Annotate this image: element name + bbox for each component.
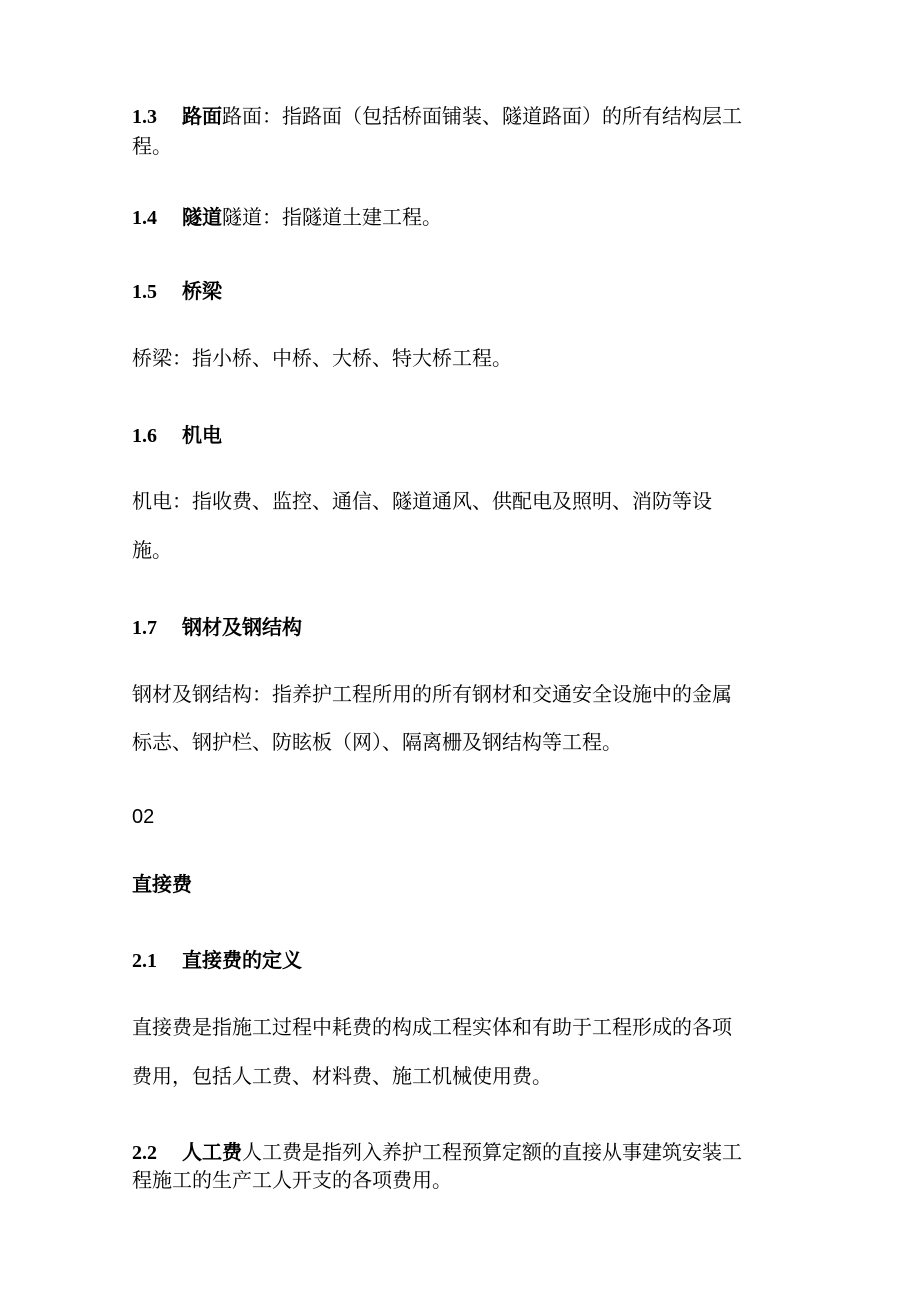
section-1-6-text-continued: 施。 xyxy=(132,538,172,562)
section-2-2-heading xyxy=(132,1137,812,1168)
section-title: 机电 xyxy=(182,423,222,447)
section-2-1-text: 直接费是指施工过程中耗费的构成工程实体和有助于工程形成的各项 xyxy=(132,1015,732,1039)
section-text: 人工费是指列入养护工程预算定额的直接从事建筑安装工 xyxy=(242,1140,742,1164)
section-1-6-text: 机电：指收费、监控、通信、隧道通风、供配电及照明、消防等设 xyxy=(132,489,712,513)
section-number: 1.4 xyxy=(132,207,157,229)
section-1-4-heading xyxy=(132,202,812,233)
section-number: 1.3 xyxy=(132,106,157,128)
section-1-5-text: 桥梁：指小桥、中桥、大桥、特大桥工程。 xyxy=(132,346,512,370)
section-title: 钢材及钢结构 xyxy=(182,615,302,639)
section-number: 2.2 xyxy=(132,1142,157,1164)
section-number: 1.5 xyxy=(132,281,157,303)
section-1-7-heading xyxy=(132,612,812,643)
section-text: 路面：指路面（包括桥面铺装、隧道路面）的所有结构层工 xyxy=(222,104,742,128)
section-1-6-heading xyxy=(132,420,812,451)
section-2-2-text-continued: 程施工的生产工人开支的各项费用。 xyxy=(132,1168,452,1192)
section-2-1-heading xyxy=(132,945,812,976)
chapter-title: 直接费 xyxy=(132,872,192,896)
section-title: 桥梁 xyxy=(182,279,222,303)
section-1-7-text: 钢材及钢结构：指养护工程所用的所有钢材和交通安全设施中的金属 xyxy=(132,682,732,706)
section-1-3-text-continued: 程。 xyxy=(132,134,172,158)
section-text: 隧道：指隧道土建工程。 xyxy=(222,205,442,229)
section-title: 路面 xyxy=(182,104,222,128)
section-1-5-heading xyxy=(132,276,812,307)
section-2-1-text-continued: 费用，包括人工费、材料费、施工机械使用费。 xyxy=(132,1064,552,1088)
section-number: 1.7 xyxy=(132,617,157,639)
section-number: 2.1 xyxy=(132,950,157,972)
section-1-7-text-continued: 标志、钢护栏、防眩板（网）、隔离栅及钢结构等工程。 xyxy=(132,730,622,754)
section-title: 隧道 xyxy=(182,205,222,229)
section-title: 人工费 xyxy=(182,1140,242,1164)
chapter-number: 02 xyxy=(132,806,155,828)
section-number: 1.6 xyxy=(132,425,157,447)
section-1-3-heading xyxy=(132,101,812,132)
section-title: 直接费的定义 xyxy=(182,948,302,972)
